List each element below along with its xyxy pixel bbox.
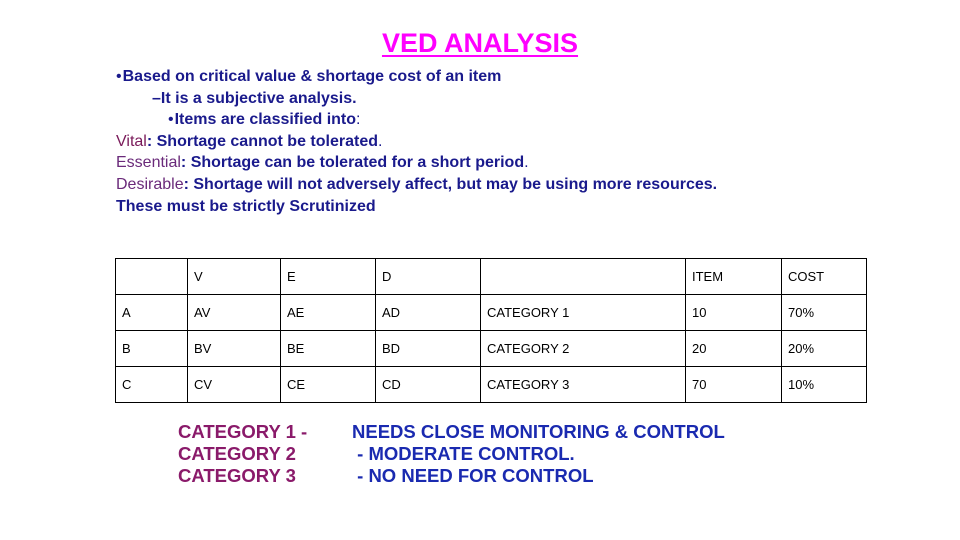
category-name: CATEGORY 3 [178, 465, 296, 486]
bullet-icon: • [168, 111, 174, 129]
table-cell: A [116, 295, 188, 331]
vital-text: : Shortage cannot be tolerated [146, 132, 378, 150]
table-header-cell: ITEM [686, 259, 782, 295]
bullet-line-2 [116, 88, 916, 110]
table-header-cell: E [281, 259, 376, 295]
table-cell: CD [376, 367, 481, 403]
table-header-cell: D [376, 259, 481, 295]
table-cell: BV [188, 331, 281, 367]
table-row [116, 331, 867, 367]
essential-text: : Shortage can be tolerated for a short period [180, 154, 525, 172]
table-cell: 10 [686, 295, 782, 331]
vital-line [116, 131, 916, 153]
category-desc: NEEDS CLOSE MONITORING & CONTROL [352, 421, 725, 442]
bullet-icon: • [116, 68, 122, 85]
table-cell: C [116, 367, 188, 403]
page-title: VED ANALYSIS [381, 28, 579, 58]
table-header-cell: COST [782, 259, 867, 295]
table-cell: B [116, 331, 188, 367]
essential-term: Essential [116, 154, 181, 172]
category-row [178, 421, 725, 443]
bullet-text-2: It is a subjective analysis. [160, 89, 357, 107]
essential-end: . [524, 154, 529, 172]
table-header-row [116, 259, 867, 295]
bullet-text-1: Based on critical value & shortage cost of an item [122, 68, 502, 85]
category-desc: - NO NEED FOR CONTROL [352, 465, 594, 486]
category-name: CATEGORY 1 - [178, 421, 308, 442]
desirable-line [116, 174, 916, 196]
essential-line [116, 152, 916, 174]
scrutiny-text: These must be strictly Scrutinized [116, 197, 376, 215]
vital-term: Vital [116, 132, 147, 150]
table-cell: AE [281, 295, 376, 331]
table-header-cell [481, 259, 686, 295]
category-name: CATEGORY 2 [178, 443, 296, 464]
bullet-list [116, 66, 916, 217]
table-cell: AD [376, 295, 481, 331]
table-cell: 20 [686, 331, 782, 367]
desirable-term: Desirable [116, 175, 184, 193]
category-desc: - MODERATE CONTROL. [352, 443, 575, 464]
table-cell: CE [281, 367, 376, 403]
category-legend [178, 421, 725, 487]
bullet-line-3 [116, 109, 916, 131]
vital-end: . [377, 132, 383, 150]
table-row [116, 367, 867, 403]
desirable-text: : Shortage will not adversely affect, but may be using more resources. [183, 175, 718, 193]
table-cell: CATEGORY 3 [481, 367, 686, 403]
table-header-cell [116, 259, 188, 295]
table-cell: AV [188, 295, 281, 331]
table-header-cell: V [188, 259, 281, 295]
table-cell: 20% [782, 331, 867, 367]
category-row [178, 465, 725, 487]
table-cell: 70 [686, 367, 782, 403]
bullet-text-3-colon: : [356, 111, 361, 129]
bullet-text-3: Items are classified into [174, 111, 357, 129]
table-cell: BD [376, 331, 481, 367]
table-cell: CATEGORY 2 [481, 331, 686, 367]
ved-abc-table [115, 258, 867, 403]
scrutiny-line [116, 196, 916, 218]
dash-icon: – [152, 89, 161, 107]
table-cell: BE [281, 331, 376, 367]
table-row [116, 295, 867, 331]
table-cell: CV [188, 367, 281, 403]
table-cell: CATEGORY 1 [481, 295, 686, 331]
category-row [178, 443, 725, 465]
table-cell: 10% [782, 367, 867, 403]
table-cell: 70% [782, 295, 867, 331]
bullet-line-1 [116, 66, 916, 88]
